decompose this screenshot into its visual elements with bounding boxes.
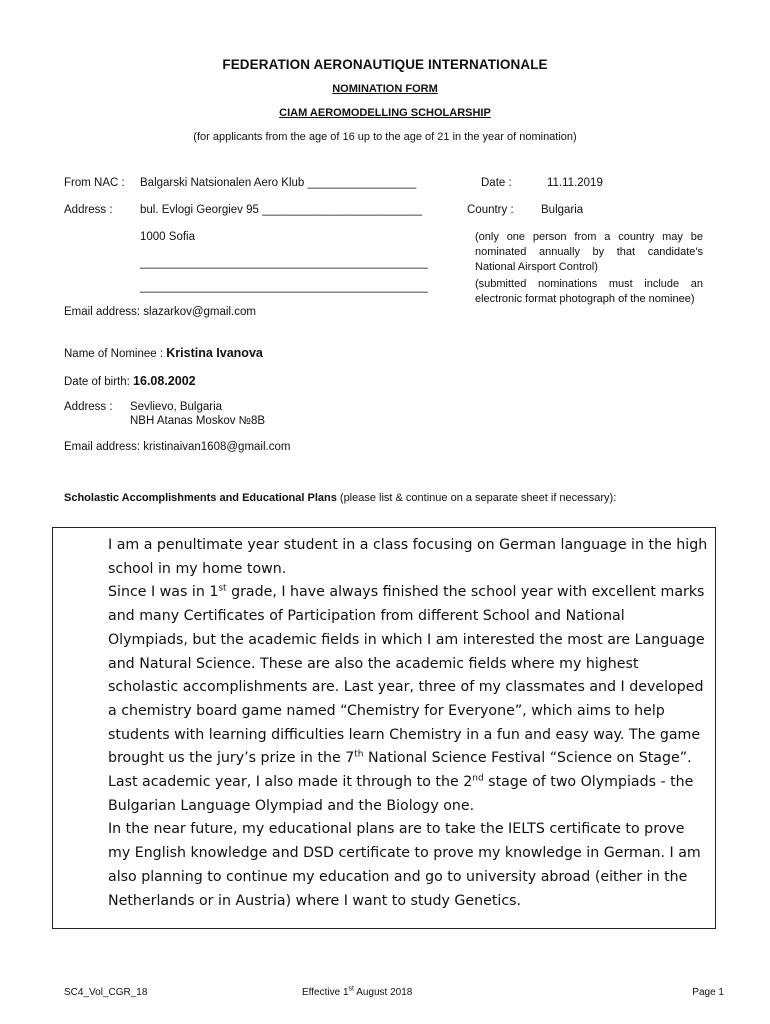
nac-address-line2: 1000 Sofia [140,231,195,243]
essay-paragraph-3: In the near future, my educational plans are to take the IELTS certificate to prove my English knowledge and DSD certificate to prove my knowledge in German. I am also planning to continue my education and go to university abroad (either in the Netherlands or in Austria) where I want to study Genetics. [108,821,701,909]
document-title: FEDERATION AERONAUTIQUE INTERNATIONALE [222,57,548,72]
nominee-dob-label: Date of birth: [64,376,130,388]
nominee-address-label: Address : [64,401,113,413]
scholastic-heading [64,492,616,504]
nac-address-label: Address : [64,204,113,216]
essay-p2-sup1: st [218,583,227,594]
footer-effective-a: Effective 1 [302,987,349,998]
footer-page: Page 1 [692,987,724,998]
nominee-address-line1: Sevlievo, Bulgaria [130,401,223,413]
eligibility-note: (for applicants from the age of 16 up to the age of 21 in the year of nomination) [193,131,577,143]
nac-address-line4: _____________________________________________ [140,281,428,293]
nac-email-label: Email address: [64,306,141,318]
nominee-name-label: Name of Nominee : [64,348,164,360]
nac-email-value: slazarkov@gmail.com [143,306,256,318]
country-value: Bulgaria [541,204,584,216]
nominee-dob-value: 16.08.2002 [133,374,196,388]
nominee-email-label: Email address: [64,441,141,453]
scholarship-title: CIAM AEROMODELLING SCHOLARSHIP [279,107,491,119]
nomination-limit-note: (only one person from a country may be nominated annually by that candidate's National Airsport Control) [475,231,703,273]
footer-code: SC4_Vol_CGR_18 [64,987,148,998]
scholastic-heading-title: Scholastic Accomplishments and Educational Plans [64,492,337,504]
photo-requirement-note: (submitted nominations must include an electronic format photograph of the nominee) [475,278,703,305]
scholastic-heading-note: (please list & continue on a separate sheet if necessary): [339,492,617,504]
essay-p2-sup2: th [354,749,364,760]
nominee-address-line2: NBH Atanas Moskov №8B [130,415,266,427]
essay-p2-sup3: nd [472,773,484,784]
nominee-name-value: Kristina Ivanova [166,346,263,360]
nominee-name [64,346,263,360]
essay-p2-d: stage of two Olympiads - the Bulgarian Language Olympiad and the Biology one. [108,774,694,814]
from-nac-value: Balgarski Natsionalen Aero Klub _________________ [140,177,417,189]
essay-p2-a: Since I was in 1 [108,584,219,601]
nac-address-line3: _____________________________________________ [140,257,428,269]
nominee-dob [64,374,196,388]
form-name: NOMINATION FORM [332,83,438,95]
nac-email [64,306,256,318]
date-value: 11.11.2019 [547,177,603,189]
date-label: Date : [481,177,512,189]
scholastic-essay [108,534,708,913]
nominee-email [64,441,290,453]
footer-effective [302,987,412,998]
essay-p2-c: National Science Festival “Science on Stage”. Last academic year, I also made it through to the 2 [108,750,692,791]
from-nac-label: From NAC : [64,177,125,189]
country-label: Country : [467,204,514,216]
footer-effective-sup: st [348,985,354,993]
essay-p2-b: grade, I have always finished the school year with excellent marks and many Certificates of Participation from different School and National Olympiads, but the academic fields in which I am interested the most are Language and Natural Science. These are also the academic fields where my highest scholastic accomplishments are. Last year, three of my classmates and I developed a chemistry board game named “Chemistry for Everyone”, which aims to help students with learning difficulties learn Chemistry in a fun and easy way. The game brought us the jury’s prize in the 7 [108,584,705,767]
nac-address-line1: bul. Evlogi Georgiev 95 _________________________ [140,204,422,216]
essay-paragraph-2 [108,581,708,818]
essay-paragraph-1: I am a penultimate year student in a class focusing on German language in the high school in my home town. [108,537,708,577]
nominee-email-value: kristinaivan1608@gmail.com [143,441,291,453]
footer-effective-b: August 2018 [353,987,413,998]
